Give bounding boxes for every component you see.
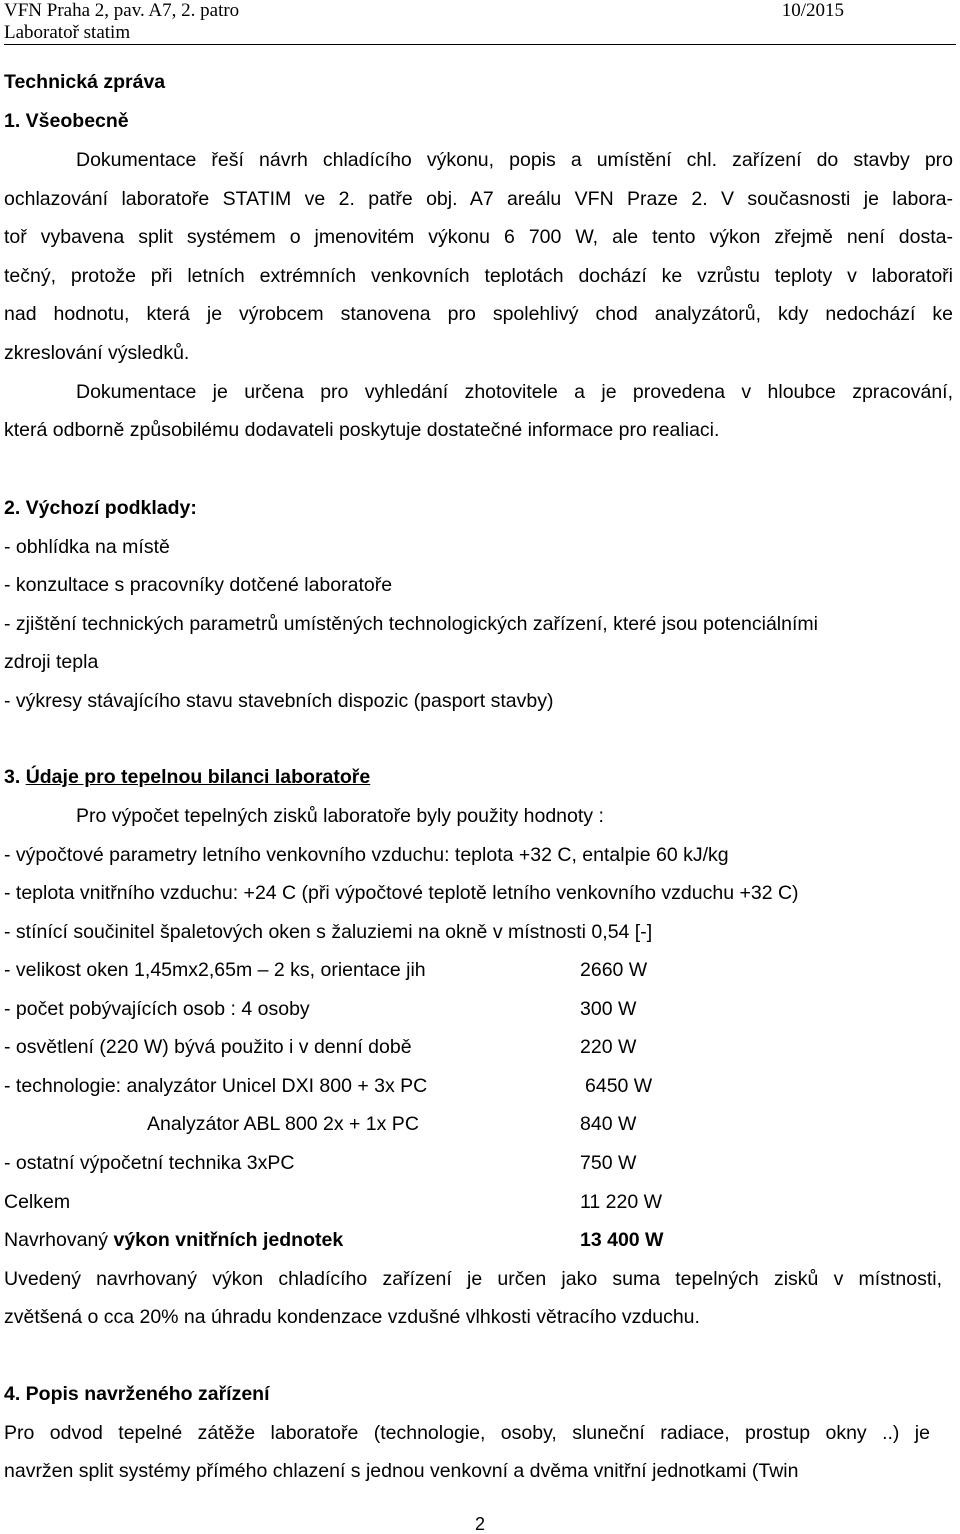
header-lab: Laboratoř statim [4,22,131,43]
parameter-line: - výpočtové parametry letního venkovního vzduchu: teplota +32 C, entalpie 60 kJ/kg [4,844,729,866]
load-label: - osvětlení (220 W) bývá použito i v denní době [4,1036,412,1058]
load-value: 220 W [580,1036,637,1058]
source-item: - obhlídka na místě [4,536,170,558]
design-power-value: 13 400 W [580,1229,664,1251]
source-item: - výkresy stávajícího stavu stavebních dispozic (pasport stavby) [4,690,554,712]
section-1-line: ochlazování laboratoře STATIM ve 2. patře obj. A7 areálu VFN Praze 2. V současnosti je labora- [4,188,953,210]
parameter-line: - stínící součinitel špaletových oken s žaluziemi na okně v místnosti 0,54 [-] [4,921,653,943]
source-item: - konzultace s pracovníky dotčené laboratoře [4,574,393,596]
design-power-label: Navrhovaný výkon vnitřních jednotek [4,1229,344,1251]
section-1-line: nad hodnotu, která je výrobcem stanovena pro spolehlivý chod analyzátorů, kdy nedochází ke [4,303,953,325]
page-number: 2 [474,1514,485,1534]
section-3-heading [4,765,370,789]
load-label: - ostatní výpočetní technika 3xPC [4,1152,295,1174]
load-value: 300 W [580,998,637,1020]
total-value: 11 220 W [580,1191,663,1213]
section-3-number: 3. [4,766,26,788]
section-4-line: Pro odvod tepelné zátěže laboratoře (technologie, osoby, sluneční radiace, prostup okny ..) je [4,1422,930,1444]
section-1-line: Dokumentace je určena pro vyhledání zhotovitele a je provedena v hloubce zpracování, [76,381,953,403]
section-3-intro: Pro výpočet tepelných zisků laboratoře byly použity hodnoty : [76,805,604,827]
parameter-line: - teplota vnitřního vzduchu: +24 C (při výpočtové teplotě letního venkovního vzduchu +32 C) [4,882,799,904]
section-2-heading: 2. Výchozí podklady: [4,497,197,519]
load-label: - technologie: analyzátor Unicel DXI 800 + 3x PC [4,1075,428,1097]
section-1-line: Dokumentace řeší návrh chladícího výkonu, popis a umístění chl. zařízení do stavby pro [76,149,953,171]
header-date: 10/2015 [781,0,844,21]
section-1-line: tečný, protože při letních extrémních venkovních teplotách dochází ke vzrůstu teploty v laboratoři [4,265,953,287]
section-4-heading: 4. Popis navrženého zařízení [4,1383,270,1405]
conclusion-line: zvětšená o cca 20% na úhradu kondenzace vzdušné vlhkosti větracího vzduchu. [4,1306,700,1328]
section-1-line: toř vybavena split systémem o jmenovitém výkonu 6 700 W, ale tento výkon zřejmě není dosta- [4,226,953,248]
page-header [4,0,956,45]
load-value: 6450 W [585,1075,653,1097]
load-label: - počet pobývajících osob : 4 osoby [4,998,310,1020]
document-title: Technická zpráva [4,71,166,93]
load-value: 840 W [580,1113,637,1135]
section-4-line: navržen split systémy přímého chlazení s jednou venkovní a dvěma vnitřní jednotkami (Twin [4,1460,799,1482]
load-label: Analyzátor ABL 800 2x + 1x PC [147,1113,419,1135]
section-1-heading: 1. Všeobecně [4,110,129,132]
section-3-title: Údaje pro tepelnou bilanci laboratoře [25,766,371,788]
conclusion-line: Uvedený navrhovaný výkon chladícího zařízení je určen jako suma tepelných zisků v místnosti, [4,1268,942,1290]
load-value: 2660 W [580,959,648,981]
load-value: 750 W [580,1152,637,1174]
total-label: Celkem [4,1191,71,1213]
header-location: VFN Praha 2, pav. A7, 2. patro [4,0,240,21]
source-item: - zjištění technických parametrů umístěných technologických zařízení, které jsou potenciálními [4,613,818,635]
section-1-line: která odborně způsobilému dodavateli poskytuje dostatečné informace pro realiaci. [4,419,720,441]
section-1-line: zkreslování výsledků. [4,342,190,364]
load-label: - velikost oken 1,45mx2,65m – 2 ks, orientace jih [4,959,426,981]
source-item: zdroji tepla [4,651,99,673]
